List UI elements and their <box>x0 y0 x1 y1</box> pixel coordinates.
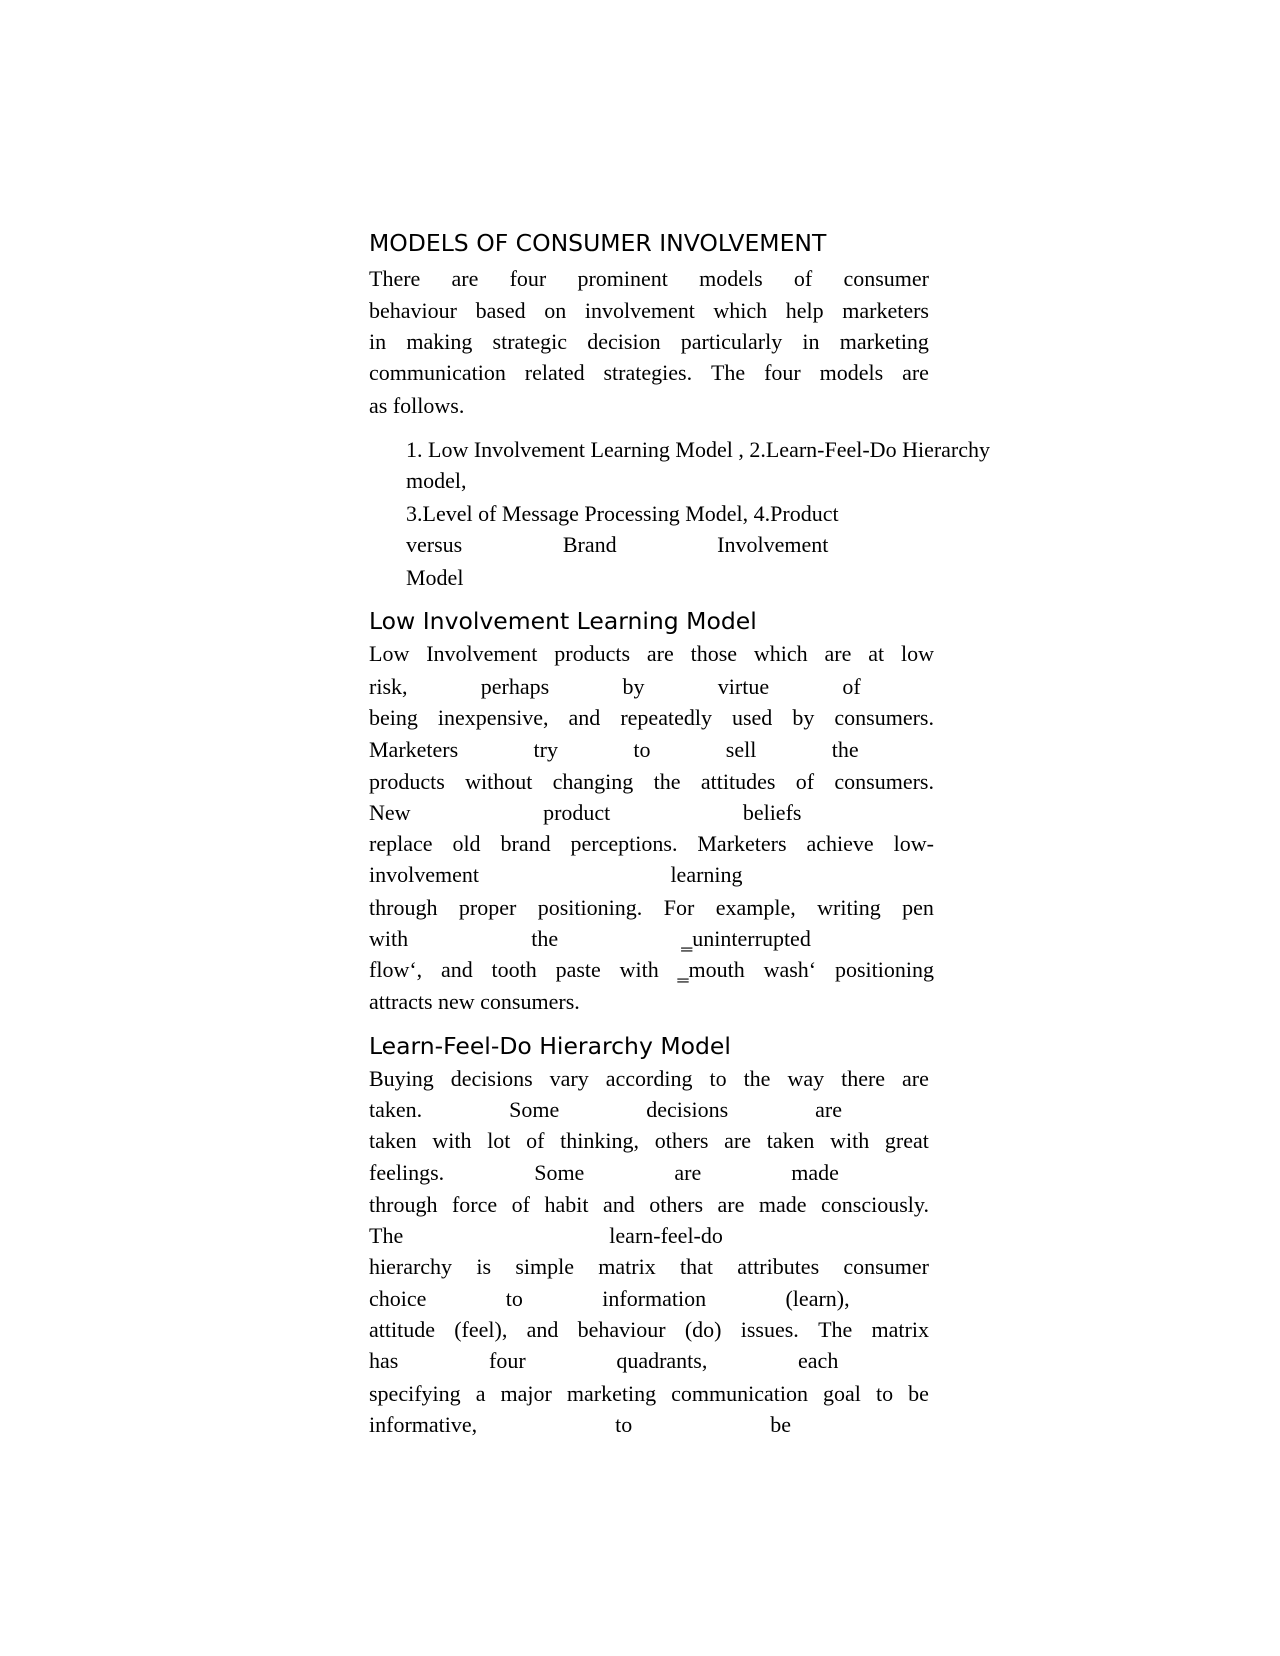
word: the <box>653 769 681 794</box>
word: consumer <box>843 266 929 291</box>
word: positioning <box>834 957 934 982</box>
word: at <box>868 641 885 666</box>
word: force <box>451 1192 498 1217</box>
text-line <box>369 833 934 855</box>
word: as follows. <box>369 393 465 418</box>
word: Marketers <box>697 831 787 856</box>
word: ‗mouth <box>677 957 745 982</box>
word: sell <box>725 737 757 762</box>
word: decisions <box>450 1066 533 1091</box>
word: made <box>791 1160 839 1185</box>
word: lot <box>487 1128 511 1153</box>
section-heading-low-involvement: Low Involvement Learning Model <box>369 607 757 635</box>
text-line <box>369 1414 929 1436</box>
word: are <box>815 1097 842 1122</box>
text-line <box>369 802 934 824</box>
word: vary <box>549 1066 589 1091</box>
word: ‗uninterrupted <box>681 926 811 951</box>
word: are <box>902 360 929 385</box>
word: attitudes <box>700 769 776 794</box>
word: those <box>690 641 738 666</box>
word: (learn), <box>785 1286 850 1311</box>
word: versus <box>406 532 463 557</box>
text-line: 3.Level of Message Processing Model, 4.Product <box>406 501 839 526</box>
word: products <box>369 769 445 794</box>
word: paste <box>555 957 601 982</box>
word: proper <box>458 895 517 920</box>
word: goal <box>823 1381 861 1406</box>
word: marketers <box>842 298 929 323</box>
word: are <box>646 641 674 666</box>
word: inexpensive, <box>437 705 549 730</box>
text-line <box>369 268 929 290</box>
word: try <box>533 737 558 762</box>
word: old <box>452 831 481 856</box>
text-line: Model <box>406 565 464 590</box>
word: The <box>710 360 746 385</box>
text-line <box>369 300 929 322</box>
word: to <box>615 1412 633 1437</box>
word: be <box>770 1412 791 1437</box>
word: replace <box>369 831 433 856</box>
text-line <box>369 395 464 417</box>
word: the <box>831 737 859 762</box>
text-line <box>369 928 934 950</box>
word: learning <box>670 862 743 887</box>
word: involvement <box>584 298 695 323</box>
word: related <box>524 360 585 385</box>
word: consumers. <box>834 769 934 794</box>
word: simple <box>515 1254 574 1279</box>
word: brand <box>500 831 551 856</box>
word: Involvement <box>426 641 538 666</box>
word: marketing <box>839 329 929 354</box>
word: Marketers <box>369 737 459 762</box>
word: particularly <box>680 329 783 354</box>
word: has <box>369 1348 399 1373</box>
word: prominent <box>577 266 668 291</box>
word: tooth <box>491 957 537 982</box>
word: are <box>674 1160 702 1185</box>
text-line <box>369 1350 929 1372</box>
word: made <box>758 1192 807 1217</box>
word: decisions <box>646 1097 729 1122</box>
word: taken. <box>369 1097 423 1122</box>
text-line <box>369 362 929 384</box>
word: with <box>830 1128 870 1153</box>
word: wash‘ <box>763 957 817 982</box>
word: through <box>369 895 438 920</box>
word: (do) <box>684 1317 722 1342</box>
word: Some <box>509 1097 560 1122</box>
word: example, <box>715 895 796 920</box>
word: New <box>369 800 411 825</box>
text-line <box>369 739 934 761</box>
word: way <box>787 1066 825 1091</box>
section-heading-learn-feel-do: Learn-Feel-Do Hierarchy Model <box>369 1032 731 1060</box>
word: strategic <box>492 329 568 354</box>
word: feelings. <box>369 1160 445 1185</box>
word: products <box>554 641 631 666</box>
word: matrix <box>598 1254 656 1279</box>
word: and <box>526 1317 559 1342</box>
word: behaviour <box>577 1317 666 1342</box>
word: Low <box>369 641 410 666</box>
word: hierarchy <box>369 1254 453 1279</box>
word: achieve <box>806 831 874 856</box>
text-line <box>369 676 934 698</box>
word: according <box>605 1066 693 1091</box>
word: consumer <box>843 1254 929 1279</box>
word: in <box>802 329 820 354</box>
text-line <box>369 771 934 793</box>
text-line <box>369 1162 929 1184</box>
word: pen <box>902 895 934 920</box>
word: behaviour <box>369 298 457 323</box>
word: four <box>764 360 801 385</box>
word: is <box>476 1254 492 1279</box>
word: strategies. <box>603 360 693 385</box>
text-line <box>369 643 934 665</box>
word: used <box>731 705 773 730</box>
word: low <box>901 641 934 666</box>
word: are <box>451 266 479 291</box>
word: through <box>369 1192 438 1217</box>
word: There <box>369 266 421 291</box>
text-line <box>369 1130 929 1152</box>
word: taken <box>369 1128 417 1153</box>
word: attributes <box>737 1254 820 1279</box>
word: positioning. <box>537 895 643 920</box>
text-line <box>369 897 934 919</box>
word: Brand <box>562 532 617 557</box>
word: beliefs <box>742 800 802 825</box>
word: are <box>717 1192 745 1217</box>
word: are <box>724 1128 752 1153</box>
word: to <box>633 737 651 762</box>
word: writing <box>817 895 881 920</box>
word: attitude <box>369 1317 435 1342</box>
word: there <box>841 1066 886 1091</box>
word: (feel), <box>454 1317 508 1342</box>
word: learn-feel-do <box>609 1223 723 1248</box>
word: are <box>824 641 852 666</box>
word: each <box>798 1348 839 1373</box>
text-line <box>369 1099 929 1121</box>
text-line <box>369 1383 929 1405</box>
word: and <box>602 1192 635 1217</box>
word: choice <box>369 1286 427 1311</box>
word: perhaps <box>480 674 550 699</box>
text-line <box>369 1288 929 1310</box>
word: communication <box>369 360 506 385</box>
text-line <box>369 1194 929 1216</box>
word: others <box>649 1192 703 1217</box>
word: help <box>785 298 824 323</box>
text-line <box>369 991 580 1013</box>
word: with <box>432 1128 472 1153</box>
word: Involvement <box>717 532 829 557</box>
word: great <box>884 1128 929 1153</box>
word: be <box>908 1381 929 1406</box>
word: matrix <box>871 1317 929 1342</box>
word: thinking, <box>560 1128 639 1153</box>
word: virtue <box>717 674 770 699</box>
word: making <box>406 329 473 354</box>
word: the <box>743 1066 771 1091</box>
word: and <box>568 705 601 730</box>
word: The <box>818 1317 853 1342</box>
word: and <box>440 957 473 982</box>
word: being <box>369 705 418 730</box>
text-line <box>369 331 929 353</box>
word: four <box>489 1348 526 1373</box>
text-line <box>369 1319 929 1341</box>
word: of <box>511 1192 530 1217</box>
word: the <box>531 926 559 951</box>
word: repeatedly <box>620 705 712 730</box>
word: in <box>369 329 387 354</box>
word: to <box>875 1381 894 1406</box>
word: marketing <box>566 1381 657 1406</box>
word: informative, <box>369 1412 478 1437</box>
word: For <box>663 895 695 920</box>
word: by <box>622 674 645 699</box>
word: flow‘, <box>369 957 423 982</box>
text-line <box>369 1225 929 1247</box>
word: low- <box>893 831 934 856</box>
word: product <box>543 800 611 825</box>
word: habit <box>544 1192 589 1217</box>
word: quadrants, <box>616 1348 708 1373</box>
word: decision <box>587 329 661 354</box>
word: on <box>544 298 567 323</box>
text-line <box>369 864 934 886</box>
word: consciously. <box>821 1192 929 1217</box>
word: to <box>709 1066 727 1091</box>
word: involvement <box>369 862 479 887</box>
word: of <box>795 769 815 794</box>
word: taken <box>766 1128 815 1153</box>
word: that <box>679 1254 713 1279</box>
word: attracts new consumers. <box>369 989 580 1014</box>
word: information <box>602 1286 707 1311</box>
word: a <box>475 1381 486 1406</box>
word: of <box>842 674 861 699</box>
word: without <box>465 769 533 794</box>
word: The <box>369 1223 404 1248</box>
word: of <box>526 1128 545 1153</box>
word: with <box>619 957 659 982</box>
word: models <box>699 266 763 291</box>
text-line <box>406 534 929 556</box>
text-line <box>369 959 934 981</box>
text-line <box>369 707 934 729</box>
word: of <box>793 266 813 291</box>
word: which <box>753 641 808 666</box>
word: specifying <box>369 1381 461 1406</box>
word: Some <box>534 1160 585 1185</box>
text-line <box>369 1068 929 1090</box>
text-line <box>369 1256 929 1278</box>
word: based <box>475 298 526 323</box>
word: major <box>500 1381 552 1406</box>
word: four <box>509 266 547 291</box>
word: are <box>902 1066 929 1091</box>
document-title: MODELS OF CONSUMER INVOLVEMENT <box>369 229 827 257</box>
word: by <box>792 705 815 730</box>
word: models <box>819 360 884 385</box>
word: others <box>654 1128 709 1153</box>
word: perceptions. <box>570 831 678 856</box>
word: issues. <box>740 1317 799 1342</box>
word: risk, <box>369 674 408 699</box>
word: with <box>369 926 409 951</box>
word: changing <box>552 769 634 794</box>
word: to <box>505 1286 523 1311</box>
text-line: model, <box>406 468 467 493</box>
word: communication <box>671 1381 808 1406</box>
word: Buying <box>369 1066 434 1091</box>
text-line: 1. Low Involvement Learning Model , 2.Learn-Feel-Do Hierarchy <box>406 437 991 462</box>
word: consumers. <box>834 705 934 730</box>
word: which <box>713 298 768 323</box>
